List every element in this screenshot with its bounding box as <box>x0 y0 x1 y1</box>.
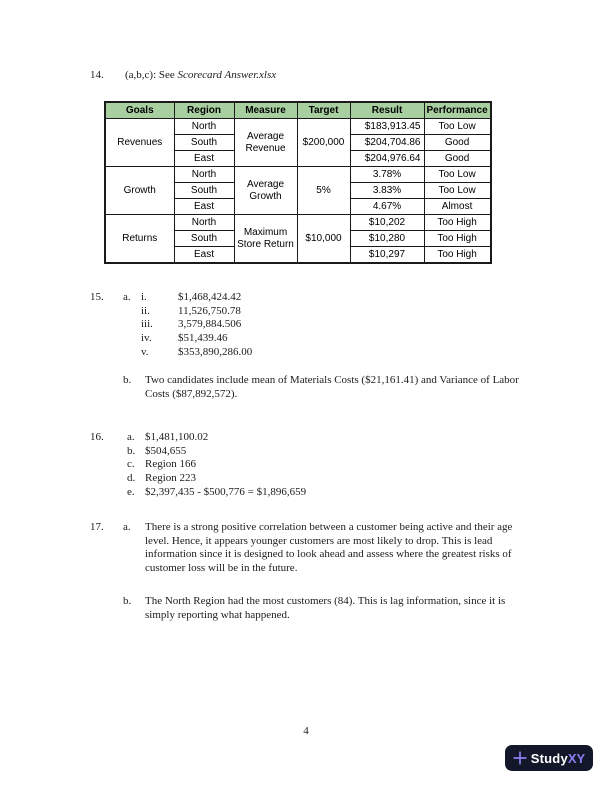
list-marker: c. <box>127 458 135 471</box>
region-cell: East <box>174 199 234 215</box>
list-item <box>127 431 612 445</box>
list-marker: a. <box>127 431 135 443</box>
studyxy-logo <box>505 745 593 771</box>
question-number: 16. <box>90 431 104 443</box>
sub-letter: b. <box>123 595 132 607</box>
region-cell: South <box>174 135 234 151</box>
result-cell: $10,202 <box>350 215 424 231</box>
scorecard-table <box>104 101 492 264</box>
performance-cell: Too Low <box>424 183 491 199</box>
question-14 <box>0 69 612 83</box>
file-reference: Scorecard Answer.xlsx <box>177 69 277 81</box>
result-cell: $183,913.45 <box>350 119 424 135</box>
list-marker: i. <box>141 291 147 303</box>
question-17a <box>0 521 612 576</box>
list-value: 11,526,750.78 <box>178 304 241 317</box>
list-marker: e. <box>127 485 135 498</box>
question-number: 15. <box>90 291 104 303</box>
list-value: Region 223 <box>145 472 197 485</box>
list-item <box>141 346 612 360</box>
page-number: 4 <box>303 725 309 737</box>
result-cell: $204,976.64 <box>350 151 424 167</box>
target-cell: $200,000 <box>297 119 350 167</box>
sub-letter: b. <box>123 374 132 386</box>
target-cell: 5% <box>297 167 350 215</box>
performance-cell: Good <box>424 135 491 151</box>
performance-cell: Too High <box>424 215 491 231</box>
list-value: $353,890,286.00 <box>178 345 253 358</box>
plus-icon <box>513 751 527 765</box>
list-value: $2,397,435 - $500,776 = $1,896,659 <box>145 485 307 498</box>
answer-line <box>125 69 612 83</box>
performance-cell: Too Low <box>424 167 491 183</box>
table-row <box>105 167 491 183</box>
list-marker: iii. <box>141 318 153 331</box>
question-16 <box>0 431 612 500</box>
result-cell: 3.78% <box>350 167 424 183</box>
list-marker: d. <box>127 472 136 485</box>
question-number: 17. <box>90 521 104 533</box>
region-cell: North <box>174 119 234 135</box>
column-header-measure: Measure <box>234 102 297 119</box>
region-cell: South <box>174 231 234 247</box>
region-cell: North <box>174 167 234 183</box>
list-value: $1,481,100.02 <box>145 431 209 443</box>
sub-letter: a. <box>123 291 131 303</box>
goal-cell: Growth <box>105 167 174 215</box>
sub-letter: a. <box>123 521 131 533</box>
list-item <box>141 305 612 319</box>
measure-cell: Average Growth <box>234 167 297 215</box>
answer-paragraph: Two candidates include mean of Materials Costs ($21,161.41) and Variance of Labor Costs ($87,892,572). <box>145 374 519 400</box>
column-header-region: Region <box>174 102 234 119</box>
performance-cell: Good <box>424 151 491 167</box>
logo-text <box>531 751 585 766</box>
list-item <box>127 445 612 459</box>
answer-paragraph: The North Region had the most customers (84). This is lag information, since it is simply reporting what happened. <box>145 595 506 621</box>
question-17b <box>0 595 612 622</box>
performance-cell: Almost <box>424 199 491 215</box>
list-marker: ii. <box>141 304 150 317</box>
result-cell: $10,297 <box>350 247 424 264</box>
answer-text: (a,b,c): See <box>125 69 178 81</box>
result-cell: 3.83% <box>350 183 424 199</box>
logo-brand: Study <box>530 750 568 766</box>
table-row <box>105 215 491 231</box>
list-marker: iv. <box>141 332 152 345</box>
measure-cell: Maximum Store Return <box>234 215 297 264</box>
list-item <box>127 486 612 500</box>
region-cell: East <box>174 151 234 167</box>
question-15a <box>0 291 612 360</box>
list-value: $51,439.46 <box>178 332 228 345</box>
result-cell: $10,280 <box>350 231 424 247</box>
list-item <box>141 318 612 332</box>
result-cell: $204,704.86 <box>350 135 424 151</box>
column-header-target: Target <box>297 102 350 119</box>
list-value: 3,579,884.506 <box>178 318 242 331</box>
list-item <box>127 458 612 472</box>
list-item <box>127 472 612 486</box>
performance-cell: Too Low <box>424 119 491 135</box>
question-15b <box>0 374 612 401</box>
performance-cell: Too High <box>424 231 491 247</box>
list-value: Region 166 <box>145 458 197 471</box>
result-cell: 4.67% <box>350 199 424 215</box>
table-header-row <box>105 102 491 119</box>
goal-cell: Revenues <box>105 119 174 167</box>
logo-suffix: XY <box>567 750 586 766</box>
list-marker: b. <box>127 444 136 457</box>
column-header-goals: Goals <box>105 102 174 119</box>
performance-cell: Too High <box>424 247 491 264</box>
list-item <box>141 291 612 305</box>
question-number: 14. <box>90 69 104 81</box>
measure-cell: Average Revenue <box>234 119 297 167</box>
list-value: $504,655 <box>145 444 187 457</box>
list-marker: v. <box>141 345 149 358</box>
region-cell: South <box>174 183 234 199</box>
goal-cell: Returns <box>105 215 174 264</box>
region-cell: East <box>174 247 234 264</box>
region-cell: North <box>174 215 234 231</box>
target-cell: $10,000 <box>297 215 350 264</box>
list-item <box>141 332 612 346</box>
list-value: $1,468,424.42 <box>178 291 242 303</box>
table-row <box>105 119 491 135</box>
column-header-performance: Performance <box>424 102 491 119</box>
answer-paragraph: There is a strong positive correlation between a customer being active and their age level. Hence, it appears younger customers are most likely to drop. This is lead information since it is designed to look ahead and assess where the greatest risks of customer loss will be in the future. <box>145 521 513 575</box>
column-header-result: Result <box>350 102 424 119</box>
